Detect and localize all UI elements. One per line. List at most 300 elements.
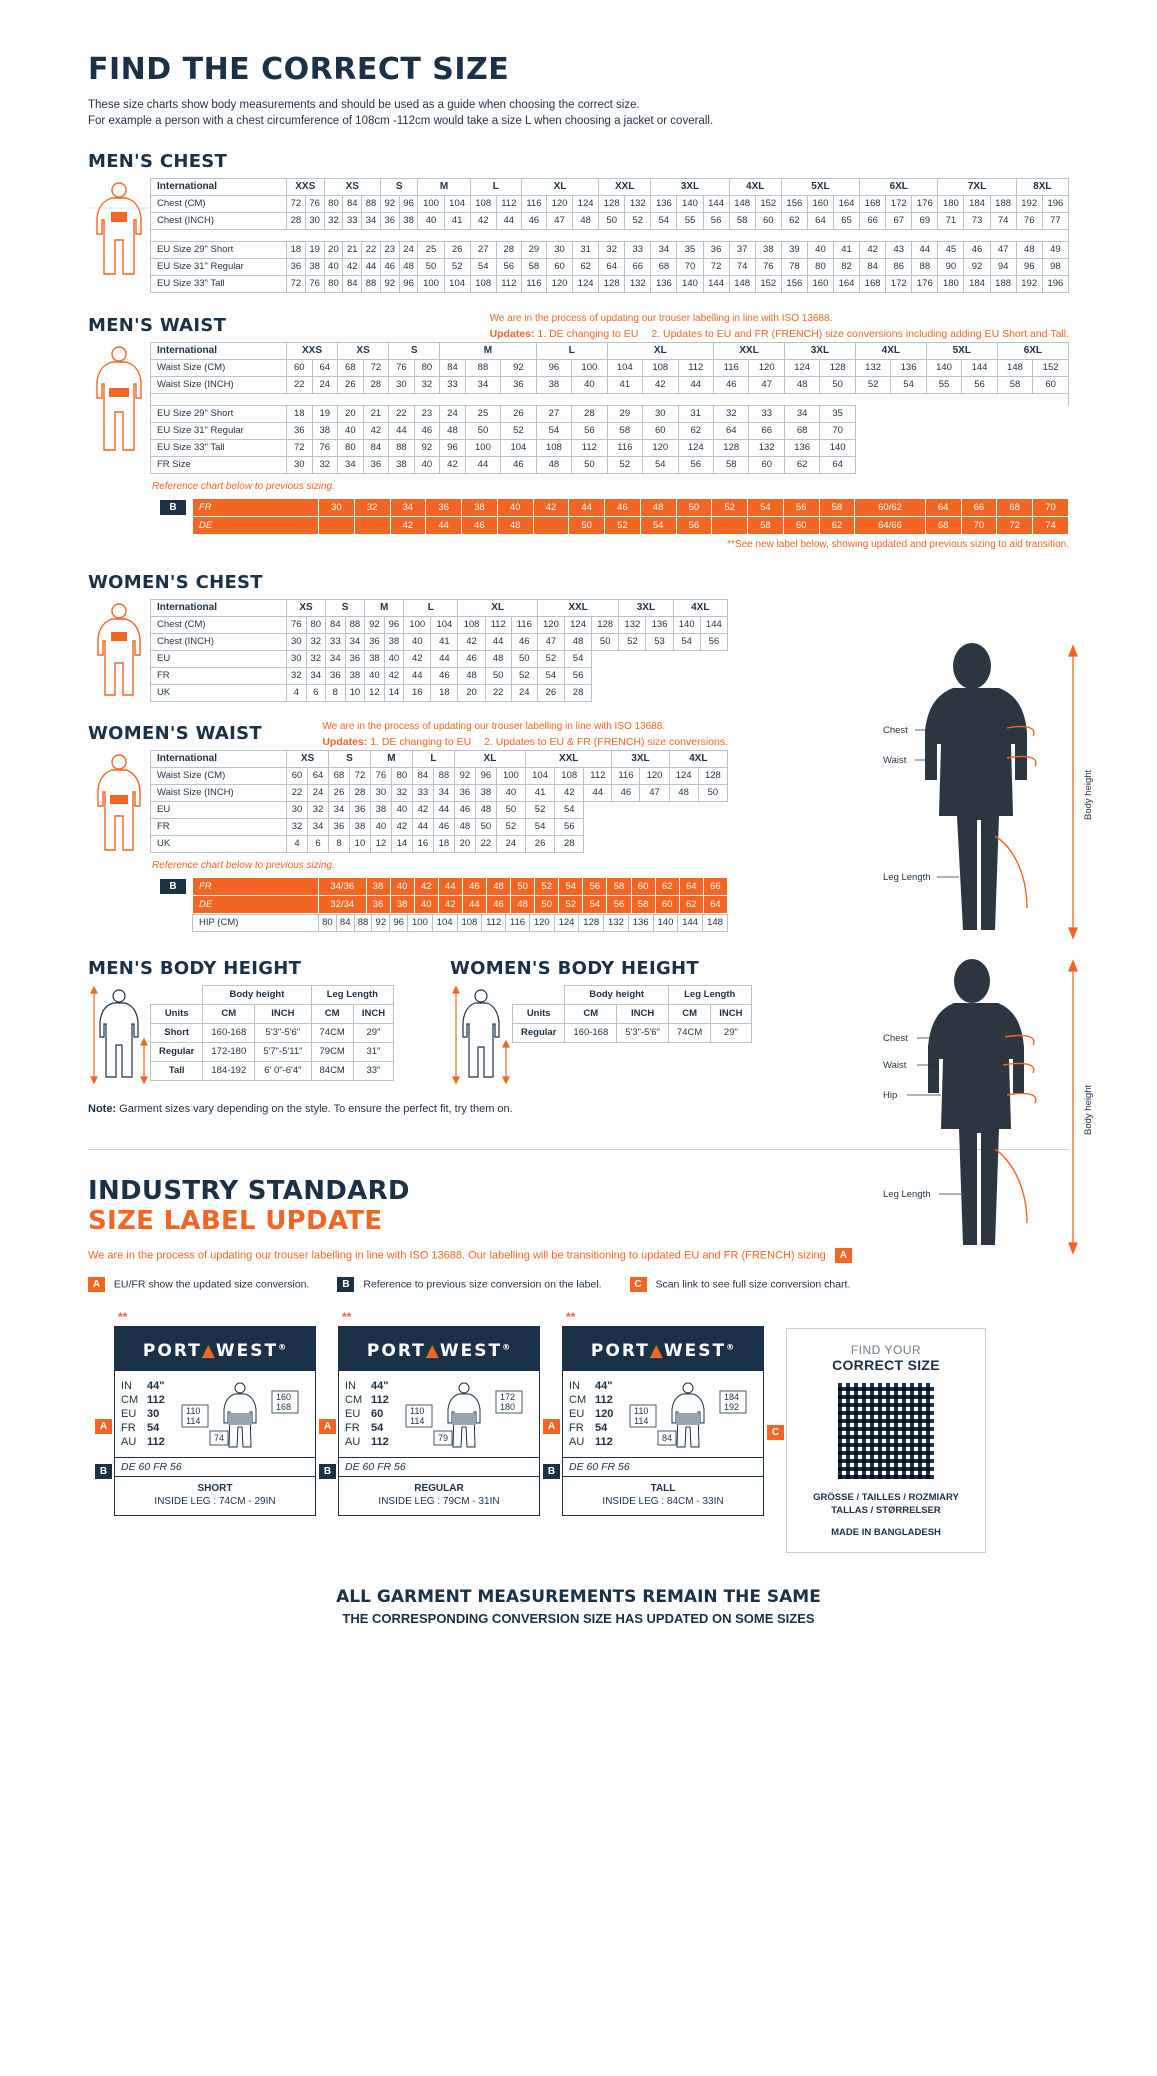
table-cell: 104 — [444, 276, 470, 293]
size-key: CM — [569, 1394, 587, 1406]
col-xl: XL — [607, 343, 713, 360]
womens-prev-body — [193, 878, 728, 914]
table-cell: 60 — [749, 457, 784, 474]
table-cell: 42 — [404, 651, 431, 668]
fit-sub: INSIDE LEG : 84CM - 33IN — [602, 1496, 724, 1507]
table-cell: 56 — [555, 819, 584, 836]
table-cell: 36 — [703, 242, 729, 259]
womens-prev-sizing-block — [88, 877, 728, 932]
col-4xl: 4XL — [669, 751, 727, 768]
table-cell: 48 — [573, 213, 599, 230]
table-cell: 20 — [454, 836, 475, 853]
table-cell: 44 — [584, 785, 612, 802]
table-cell: 44 — [433, 802, 454, 819]
table-cell: 72 — [363, 360, 389, 377]
table-cell: 44 — [426, 517, 462, 535]
table-cell: 12 — [365, 685, 385, 702]
size-key: EU — [121, 1408, 137, 1420]
table-cell: 38 — [384, 634, 404, 651]
table-cell: 120 — [546, 196, 572, 213]
table-cell: 116 — [506, 915, 530, 932]
svg-text:Waist: Waist — [883, 755, 907, 766]
table-cell: 160-168 — [565, 1024, 617, 1043]
table-cell: 26 — [526, 836, 555, 853]
table-cell: 24 — [399, 242, 418, 259]
table-cell: 100 — [408, 915, 433, 932]
table-cell: 42 — [391, 819, 412, 836]
svg-text:Leg Length: Leg Length — [883, 872, 931, 883]
tag-b: B — [160, 879, 186, 894]
table-cell: 136 — [891, 360, 926, 377]
svg-text:Body height: Body height — [1083, 769, 1094, 820]
col-xxs: XXS — [287, 179, 325, 196]
row-label: EU — [151, 651, 287, 668]
table-cell: 29" — [711, 1024, 751, 1043]
table-cell: 128 — [599, 276, 625, 293]
col-4xl: 4XL — [729, 179, 781, 196]
table-cell: 5'7"-5'11" — [255, 1043, 311, 1062]
table-row — [151, 406, 1069, 423]
table-row — [193, 499, 1069, 517]
svg-text:114: 114 — [409, 1416, 425, 1426]
table-cell: 41 — [526, 785, 555, 802]
table-cell: 18 — [287, 242, 306, 259]
table-cell: 34 — [784, 406, 819, 423]
table-cell: 164 — [834, 196, 860, 213]
col-l: L — [470, 179, 521, 196]
table-cell: 40 — [418, 213, 444, 230]
table-cell: 156 — [781, 196, 807, 213]
table-cell: 50 — [475, 819, 496, 836]
table-cell: 38 — [536, 377, 571, 394]
table-cell: 120 — [643, 440, 678, 457]
col-l: L — [412, 751, 454, 768]
table-cell: 144 — [678, 915, 703, 932]
table-cell: 112 — [584, 768, 612, 785]
table-cell: 58 — [714, 457, 749, 474]
table-cell: 96 — [1016, 259, 1042, 276]
table-cell: 48 — [485, 651, 511, 668]
empty-cell — [513, 986, 565, 1005]
table-cell: 100 — [572, 360, 607, 377]
update-2: 2. Updates to EU and FR (FRENCH) size conversions including adding EU Short and Tall. — [651, 328, 1069, 340]
table-cell: 64 — [925, 499, 961, 517]
table-cell: 42 — [440, 457, 466, 474]
row-label: UK — [151, 685, 287, 702]
mens-chest-heading: MEN'S CHEST — [88, 151, 228, 172]
row-label: Tall — [151, 1062, 203, 1081]
table-cell: 26 — [338, 377, 364, 394]
table-cell: 54 — [536, 423, 571, 440]
table-cell: 120 — [537, 617, 564, 634]
table-cell: 64/66 — [855, 517, 926, 535]
table-cell: 94 — [990, 259, 1016, 276]
size-row — [121, 1379, 165, 1393]
col-xl: XL — [458, 600, 537, 617]
table-cell: 26 — [444, 242, 470, 259]
qr-card[interactable] — [771, 1328, 986, 1553]
table-row — [151, 276, 1069, 293]
table-cell: 48 — [536, 457, 571, 474]
table-cell: 38 — [475, 785, 496, 802]
table-cell: 124 — [573, 276, 599, 293]
table-cell: 38 — [399, 213, 418, 230]
table-cell: 44 — [496, 213, 521, 230]
table-cell: 136 — [651, 276, 677, 293]
male-waist-figure — [88, 342, 150, 460]
table-cell: 62 — [819, 517, 855, 535]
table-cell: 90 — [938, 259, 964, 276]
table-cell: 16 — [404, 685, 431, 702]
legend-item-a — [88, 1277, 309, 1292]
table-cell: 86 — [886, 259, 912, 276]
table-cell: 64 — [307, 768, 328, 785]
table-cell: 22 — [287, 377, 313, 394]
table-cell: 28 — [565, 685, 592, 702]
table-cell: 38 — [755, 242, 781, 259]
table-cell: 52 — [605, 517, 641, 535]
table-cell: 76 — [370, 768, 391, 785]
table-cell: 8 — [328, 836, 349, 853]
size-key: AU — [121, 1436, 137, 1448]
table-cell: 60 — [546, 259, 572, 276]
table-cell: 88 — [354, 915, 372, 932]
table-cell: 140 — [926, 360, 961, 377]
table-cell: 54 — [583, 896, 607, 914]
col-xxl: XXL — [714, 343, 785, 360]
size-value: 112 — [371, 1436, 389, 1448]
table-cell: 54 — [565, 651, 592, 668]
table-cell: 31 — [573, 242, 599, 259]
table-cell: 52 — [559, 896, 583, 914]
size-value: 30 — [147, 1408, 160, 1420]
table-cell: 12 — [370, 836, 391, 853]
table-cell: 96 — [399, 196, 418, 213]
table-cell: 23 — [380, 242, 399, 259]
table-cell: 176 — [912, 196, 938, 213]
table-cell: 60 — [287, 360, 313, 377]
table-cell: 104 — [432, 915, 457, 932]
svg-text:Body height: Body height — [1083, 1084, 1094, 1135]
table-cell: 44 — [438, 878, 462, 896]
size-key: FR — [345, 1422, 360, 1434]
table-cell: 64 — [703, 896, 727, 914]
table-header-row — [151, 343, 1069, 360]
table-row — [151, 819, 728, 836]
table-cell: 104 — [607, 360, 642, 377]
col-xxs: XXS — [287, 343, 338, 360]
svg-text:Leg Length: Leg Length — [883, 1189, 931, 1200]
table-cell: 54 — [643, 457, 678, 474]
table-row — [151, 802, 728, 819]
female-model-figure — [877, 955, 1097, 1260]
table-cell: 56 — [676, 517, 712, 535]
table-cell: 92 — [964, 259, 990, 276]
table-cell: 72 — [287, 196, 306, 213]
table-cell: 46 — [501, 457, 536, 474]
table-cell: 6 — [306, 685, 326, 702]
group-header-row — [513, 986, 752, 1005]
legend-text-b: Reference to previous size conversion on the label. — [363, 1278, 602, 1291]
group-leg-length: Leg Length — [311, 986, 394, 1005]
table-cell: 30 — [287, 457, 313, 474]
table-cell: 65 — [834, 213, 860, 230]
updates-label: Updates: — [322, 736, 368, 748]
table-cell: 112 — [496, 276, 521, 293]
legend-item-c — [630, 1277, 851, 1292]
size-label-card — [99, 1310, 316, 1516]
col-cm-leg: CM — [668, 1005, 710, 1024]
table-cell: 124 — [678, 440, 713, 457]
table-cell: 34 — [390, 499, 426, 517]
table-cell: 58 — [521, 259, 546, 276]
table-cell: 22 — [287, 785, 308, 802]
table-cell: 70 — [961, 517, 997, 535]
table-cell: 42 — [458, 634, 485, 651]
table-cell: 38 — [305, 259, 324, 276]
table-cell: 72 — [287, 440, 313, 457]
womens-chest-table — [150, 599, 728, 702]
table-cell: 116 — [612, 768, 640, 785]
table-cell: 20 — [338, 406, 364, 423]
size-values — [121, 1379, 165, 1453]
table-cell: 54 — [526, 819, 555, 836]
table-cell: 50 — [698, 785, 727, 802]
table-cell: 168 — [860, 276, 886, 293]
table-cell: 50 — [465, 423, 500, 440]
table-cell: 48 — [669, 785, 698, 802]
table-cell: 69 — [912, 213, 938, 230]
table-cell: 36 — [501, 377, 536, 394]
table-cell: 54 — [537, 668, 564, 685]
table-cell: 76 — [755, 259, 781, 276]
table-cell: 38 — [366, 878, 390, 896]
table-cell: 176 — [912, 276, 938, 293]
table-cell: 140 — [673, 617, 700, 634]
table-cell: 26 — [328, 785, 349, 802]
table-cell: 148 — [729, 276, 755, 293]
table-cell: 22 — [475, 836, 496, 853]
table-cell: 84 — [363, 440, 389, 457]
table-cell: 28 — [349, 785, 370, 802]
table-cell: 132 — [619, 617, 646, 634]
table-cell: 120 — [640, 768, 669, 785]
table-row — [151, 768, 728, 785]
table-cell: 108 — [457, 915, 482, 932]
table-cell: 35 — [820, 406, 855, 423]
table-row — [513, 1024, 752, 1043]
table-cell: 79CM — [311, 1043, 353, 1062]
table-row — [151, 242, 1069, 259]
table-cell: 40 — [414, 896, 438, 914]
mens-waist-heading: MEN'S WAIST — [88, 315, 227, 336]
updates-label: Updates: — [489, 328, 535, 340]
table-cell: 184 — [964, 276, 990, 293]
table-cell: 132 — [749, 440, 784, 457]
table-cell: 52 — [496, 819, 525, 836]
table-cell: 46 — [511, 634, 537, 651]
table-cell: 136 — [646, 617, 673, 634]
size-row — [345, 1393, 389, 1407]
womens-waist-block — [88, 750, 728, 873]
svg-text:110: 110 — [409, 1406, 425, 1416]
table-cell: 74 — [729, 259, 755, 276]
table-row — [193, 517, 1069, 535]
table-cell: 32/34 — [319, 896, 367, 914]
tag-b: B — [543, 1464, 560, 1479]
table-cell: 98 — [1042, 259, 1068, 276]
fit-name — [563, 1476, 763, 1515]
brand-logo: PORT▲WEST® — [339, 1327, 539, 1371]
col-m: M — [418, 179, 470, 196]
table-cell: 44 — [389, 423, 415, 440]
size-row — [345, 1435, 389, 1449]
table-cell: 148 — [997, 360, 1032, 377]
table-cell: 164 — [834, 276, 860, 293]
table-cell: 48 — [565, 634, 592, 651]
col-units: Units — [151, 1005, 203, 1024]
table-cell: 42 — [860, 242, 886, 259]
table-cell: 44 — [462, 896, 486, 914]
table-cell: 28 — [555, 836, 584, 853]
mens-chest-block — [88, 178, 1069, 293]
table-cell: 46 — [458, 651, 485, 668]
table-cell: 64 — [679, 878, 703, 896]
table-cell: 56 — [496, 259, 521, 276]
qr-code[interactable] — [838, 1383, 934, 1479]
table-cell: 120 — [529, 915, 554, 932]
table-cell: 132 — [625, 276, 651, 293]
table-row — [151, 634, 728, 651]
table-cell: 128 — [698, 768, 727, 785]
table-cell: 180 — [938, 276, 964, 293]
table-cell: 196 — [1042, 276, 1068, 293]
col-3xl: 3XL — [784, 343, 855, 360]
table-cell: 21 — [363, 406, 389, 423]
table-cell: 6 — [307, 836, 328, 853]
table-cell: 33 — [326, 634, 346, 651]
row-label: HIP (CM) — [193, 915, 319, 932]
col-5xl: 5XL — [781, 179, 859, 196]
table-cell: 32 — [312, 457, 338, 474]
table-cell: 68 — [338, 360, 364, 377]
table-cell: 50 — [676, 499, 712, 517]
mens-chest-table — [150, 178, 1069, 293]
table-cell: 33 — [440, 377, 466, 394]
table-cell: 32 — [307, 802, 328, 819]
table-cell: 52 — [607, 457, 642, 474]
units-header-row — [151, 1005, 394, 1024]
row-label: Waist Size (INCH) — [151, 785, 287, 802]
table-cell: 92 — [372, 915, 390, 932]
table-cell: 54 — [470, 259, 496, 276]
table-header-row — [151, 179, 1069, 196]
units-header-row — [513, 1005, 752, 1024]
svg-text:168: 168 — [275, 1402, 291, 1412]
col-units: Units — [513, 1005, 565, 1024]
table-cell: 74CM — [311, 1024, 353, 1043]
table-cell: 44 — [362, 259, 381, 276]
row-label: Regular — [151, 1043, 203, 1062]
table-cell: 36 — [426, 499, 462, 517]
table-cell: 64 — [807, 213, 833, 230]
table-cell: 38 — [389, 457, 415, 474]
row-label: EU Size 29" Short — [151, 406, 287, 423]
col-xxl: XXL — [537, 600, 618, 617]
table-cell: 36 — [365, 634, 385, 651]
table-cell: 58 — [631, 896, 655, 914]
table-cell: 80 — [807, 259, 833, 276]
footnote-text: Garment sizes vary depending on the style. To ensure the perfect fit, try them on. — [116, 1103, 513, 1115]
table-cell: 80 — [391, 768, 412, 785]
table-cell: 36 — [454, 785, 475, 802]
row-label: FR Size — [151, 457, 287, 474]
table-cell: 44 — [912, 242, 938, 259]
table-cell: 62 — [678, 423, 713, 440]
table-cell: 100 — [404, 617, 431, 634]
group-leg-length: Leg Length — [668, 986, 751, 1005]
row-label: Waist Size (INCH) — [151, 377, 287, 394]
table-row — [193, 878, 728, 896]
table-cell: 26 — [537, 685, 564, 702]
qr-line-4: MADE IN BANGLADESH — [831, 1527, 941, 1538]
table-cell: 29" — [353, 1024, 393, 1043]
table-cell: 40 — [324, 259, 343, 276]
table-cell: 48 — [458, 668, 485, 685]
col-international: International — [151, 343, 287, 360]
table-cell: 104 — [431, 617, 458, 634]
table-cell: 52 — [444, 259, 470, 276]
female-height-figure — [450, 985, 512, 1085]
table-cell: 33 — [412, 785, 433, 802]
table-cell: 35 — [677, 242, 703, 259]
col-6xl: 6XL — [860, 179, 938, 196]
table-cell: 136 — [784, 440, 819, 457]
label-body — [339, 1371, 539, 1457]
row-label: FR — [151, 819, 287, 836]
fit-sub: INSIDE LEG : 74CM - 29IN — [154, 1496, 276, 1507]
group-header-row — [151, 986, 394, 1005]
row-label: FR — [193, 878, 319, 896]
table-cell: 160-168 — [203, 1024, 255, 1043]
size-key: CM — [345, 1394, 363, 1406]
table-cell: 42 — [390, 517, 426, 535]
table-cell: 46 — [414, 423, 440, 440]
qr-line-3: GRÖSSE / TAILLES / ROZMIARY TALLAS / STØRRELSER — [813, 1492, 959, 1516]
table-cell: 112 — [482, 915, 506, 932]
label-body — [563, 1371, 763, 1457]
male-torso-figure — [88, 178, 150, 282]
table-cell: 5'3"-5'6" — [255, 1024, 311, 1043]
table-cell: 84 — [343, 276, 362, 293]
table-cell: 38 — [365, 651, 385, 668]
size-label-card — [323, 1310, 540, 1516]
fit-label: REGULAR — [414, 1483, 464, 1494]
table-cell: 172 — [886, 276, 912, 293]
table-cell: 71 — [938, 213, 964, 230]
table-cell: 32 — [414, 377, 440, 394]
col-inch-leg: INCH — [353, 1005, 393, 1024]
tag-a: A — [835, 1248, 852, 1263]
size-value: 112 — [371, 1394, 389, 1406]
table-cell: 30 — [389, 377, 415, 394]
table-cell: 60 — [783, 517, 819, 535]
table-cell: 73 — [964, 213, 990, 230]
table-cell: 52 — [501, 423, 536, 440]
table-cell: 14 — [384, 685, 404, 702]
table-cell: 184-192 — [203, 1062, 255, 1081]
tag-b: B — [337, 1277, 354, 1292]
